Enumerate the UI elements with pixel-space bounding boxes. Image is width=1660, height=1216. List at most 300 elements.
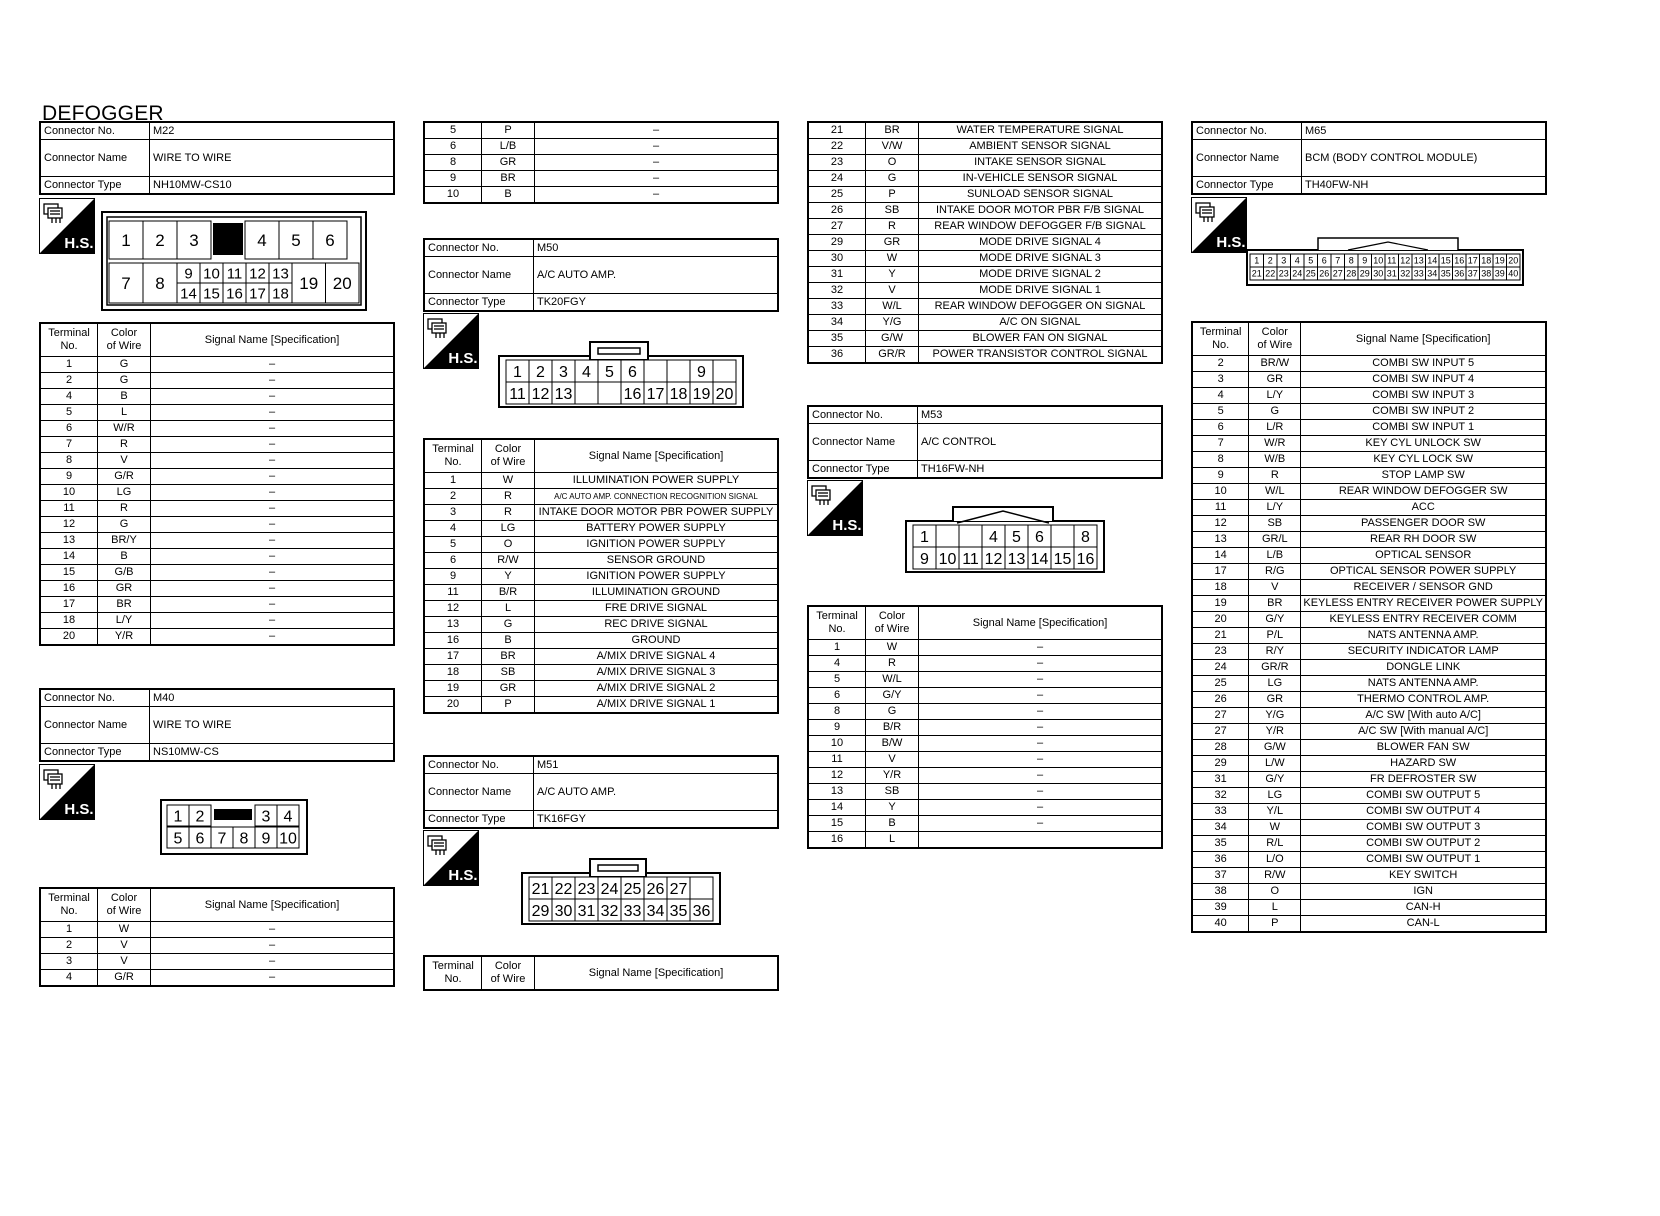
wire-color: L [1249, 900, 1301, 916]
signal-name: – [151, 389, 395, 405]
svg-text:13: 13 [554, 385, 573, 403]
terminal-no: 32 [808, 283, 866, 299]
wire-color: P [1249, 916, 1301, 933]
signal-name: – [535, 122, 779, 139]
signal-name: COMBI SW OUTPUT 3 [1301, 820, 1546, 836]
signal-name: COMBI SW OUTPUT 4 [1301, 804, 1546, 820]
signal-name: – [151, 453, 395, 469]
signal-name: – [151, 597, 395, 613]
connector-pin [1399, 254, 1413, 267]
connector-pin [575, 877, 598, 899]
table-row [424, 617, 778, 633]
wire-color: G/B [98, 565, 151, 581]
wire-color: L/R [1249, 420, 1301, 436]
connector-pin [1453, 267, 1467, 280]
connector-type-label: Connector Type [1192, 177, 1302, 195]
connector-pin [1466, 254, 1480, 267]
connector-face-m53 [905, 505, 1105, 573]
wire-color: W [866, 251, 919, 267]
signal-name: REAR WINDOW DEFOGGER ON SIGNAL [919, 299, 1163, 315]
connector-pin [1291, 267, 1305, 280]
terminal-no: 20 [424, 697, 482, 714]
wire-color: W [1249, 820, 1301, 836]
connector-pin [1318, 254, 1332, 267]
signal-name-header: Signal Name [Specification] [919, 606, 1163, 640]
connector-pin [1358, 267, 1372, 280]
terminal-no: 16 [424, 633, 482, 649]
svg-text:14: 14 [1030, 550, 1049, 568]
table-row [40, 954, 394, 970]
page-title: DEFOGGER [42, 102, 164, 125]
terminal-table-m51 [807, 121, 1163, 364]
signal-name: IGNITION POWER SUPPLY [535, 537, 779, 553]
signal-name: – [919, 736, 1163, 752]
terminal-no: 36 [1192, 852, 1249, 868]
table-row [808, 752, 1162, 768]
terminal-table-m65 [1191, 321, 1547, 933]
wire-color: R [866, 219, 919, 235]
signal-name: POWER TRANSISTOR CONTROL SIGNAL [919, 347, 1163, 364]
terminal-no: 23 [1192, 644, 1249, 660]
terminal-no: 13 [1192, 532, 1249, 548]
terminal-no: 39 [1192, 900, 1249, 916]
signal-name: – [535, 187, 779, 204]
signal-name: – [535, 139, 779, 155]
connector-no-value: M50 [534, 239, 779, 257]
connector-pin [621, 899, 644, 921]
terminal-no: 14 [40, 549, 98, 565]
wire-color: GR/R [1249, 660, 1301, 676]
connector-name-label: Connector Name [40, 707, 150, 744]
terminal-table-header [40, 888, 394, 922]
connector-pin [313, 221, 347, 259]
connector-pin [1051, 547, 1074, 569]
connector-pin [189, 827, 211, 848]
table-row [40, 970, 394, 987]
terminal-no: 5 [1192, 404, 1249, 420]
table-row [808, 688, 1162, 704]
connector-pin [1358, 254, 1372, 267]
terminal-no: 37 [1192, 868, 1249, 884]
connector-pin [1277, 254, 1291, 267]
svg-text:16: 16 [623, 385, 642, 403]
table-row [1192, 500, 1546, 516]
terminal-table-m40 [39, 887, 395, 987]
connector-pin [529, 877, 552, 899]
svg-text:13: 13 [1007, 550, 1026, 568]
connector-pin [1412, 254, 1426, 267]
signal-name: – [919, 688, 1163, 704]
connector-pin [246, 263, 269, 283]
svg-text:30: 30 [1373, 268, 1384, 279]
signal-name: – [151, 938, 395, 954]
terminal-no: 18 [424, 665, 482, 681]
terminal-no: 9 [424, 569, 482, 585]
svg-text:24: 24 [1292, 268, 1303, 279]
connector-pin [1250, 254, 1264, 267]
connector-no-value: M22 [150, 122, 395, 140]
table-row [808, 704, 1162, 720]
svg-text:6: 6 [1321, 255, 1327, 266]
wire-color: Y [866, 267, 919, 283]
connector-name-value: A/C CONTROL [918, 424, 1163, 461]
signal-name: THERMO CONTROL AMP. [1301, 692, 1546, 708]
connector-pin [211, 827, 233, 848]
svg-text:18: 18 [1481, 255, 1492, 266]
terminal-no: 13 [424, 617, 482, 633]
terminal-no-header: Terminal No. [40, 323, 98, 357]
signal-name: MODE DRIVE SIGNAL 3 [919, 251, 1163, 267]
connector-pin [109, 263, 143, 303]
connector-pin [1426, 254, 1440, 267]
svg-text:20: 20 [1508, 255, 1519, 266]
wire-color: R/Y [1249, 644, 1301, 660]
table-row [808, 331, 1162, 347]
terminal-no: 24 [1192, 660, 1249, 676]
svg-text:H.S.: H.S. [448, 867, 478, 884]
signal-name: – [151, 517, 395, 533]
wire-color: L/B [1249, 548, 1301, 564]
table-row [1192, 404, 1546, 420]
terminal-no: 31 [808, 267, 866, 283]
svg-text:6: 6 [628, 363, 637, 381]
connector-pin [200, 263, 223, 283]
table-row [808, 139, 1162, 155]
terminal-no: 8 [424, 155, 482, 171]
connector-pin [598, 360, 621, 382]
terminal-no: 17 [424, 649, 482, 665]
signal-name: COMBI SW OUTPUT 1 [1301, 852, 1546, 868]
terminal-no: 38 [1192, 884, 1249, 900]
signal-name: MODE DRIVE SIGNAL 1 [919, 283, 1163, 299]
svg-text:19: 19 [1494, 255, 1505, 266]
terminal-table-m22 [39, 322, 395, 646]
signal-name: KEY SWITCH [1301, 868, 1546, 884]
connector-pin [598, 382, 621, 404]
terminal-no-header: Terminal No. [808, 606, 866, 640]
wire-color: R/G [1249, 564, 1301, 580]
table-row [40, 485, 394, 501]
signal-name: AMBIENT SENSOR SIGNAL [919, 139, 1163, 155]
signal-name: RECEIVER / SENSOR GND [1301, 580, 1546, 596]
wire-color-header: Color of Wire [866, 606, 919, 640]
wire-color: P [482, 122, 535, 139]
svg-text:4: 4 [1294, 255, 1300, 266]
wire-color: B [482, 633, 535, 649]
wire-color: W/B [1249, 452, 1301, 468]
table-row [1192, 420, 1546, 436]
connector-pin [667, 877, 690, 899]
terminal-no: 18 [40, 613, 98, 629]
signal-name: KEY CYL UNLOCK SW [1301, 436, 1546, 452]
signal-name: – [919, 816, 1163, 832]
wire-color-header: Color of Wire [1249, 322, 1301, 356]
signal-name: STOP LAMP SW [1301, 468, 1546, 484]
svg-text:H.S.: H.S. [448, 350, 478, 367]
svg-text:17: 17 [1467, 255, 1478, 266]
terminal-no: 8 [1192, 452, 1249, 468]
terminal-no: 16 [808, 832, 866, 849]
connector-name-value: BCM (BODY CONTROL MODULE) [1302, 140, 1547, 177]
connector-pin [575, 382, 598, 404]
svg-text:4: 4 [257, 231, 267, 251]
terminal-no: 29 [808, 235, 866, 251]
svg-text:4: 4 [989, 528, 998, 546]
svg-text:32: 32 [1400, 268, 1411, 279]
svg-text:39: 39 [1494, 268, 1505, 279]
svg-text:11: 11 [1387, 255, 1397, 266]
terminal-no: 10 [40, 485, 98, 501]
table-row [424, 171, 778, 187]
hs-icon [39, 198, 95, 254]
table-row [808, 235, 1162, 251]
svg-text:38: 38 [1481, 268, 1492, 279]
connector-pin [255, 827, 277, 848]
table-row [1192, 852, 1546, 868]
terminal-no: 10 [424, 187, 482, 204]
svg-text:5: 5 [605, 363, 614, 381]
svg-text:23: 23 [577, 880, 596, 898]
svg-text:37: 37 [1467, 268, 1478, 279]
wire-color: BR/W [1249, 356, 1301, 372]
svg-text:21: 21 [1251, 268, 1262, 279]
signal-name: – [919, 784, 1163, 800]
svg-text:27: 27 [669, 880, 688, 898]
signal-name: REC DRIVE SIGNAL [535, 617, 779, 633]
table-row [424, 187, 778, 204]
svg-text:21: 21 [531, 880, 550, 898]
wire-color: L/O [1249, 852, 1301, 868]
connector-pin [690, 360, 713, 382]
svg-text:14: 14 [180, 285, 197, 303]
terminal-no: 9 [1192, 468, 1249, 484]
svg-text:12: 12 [1400, 255, 1411, 266]
connector-pin [913, 547, 936, 569]
table-row [40, 469, 394, 485]
terminal-no: 9 [808, 720, 866, 736]
signal-name: KEYLESS ENTRY RECEIVER COMM [1301, 612, 1546, 628]
connector-header-m50 [423, 238, 779, 312]
table-row [808, 155, 1162, 171]
wire-color: G/R [98, 970, 151, 987]
terminal-no: 36 [808, 347, 866, 364]
terminal-no: 12 [424, 601, 482, 617]
table-row [40, 453, 394, 469]
table-row [808, 768, 1162, 784]
wire-color: LG [1249, 676, 1301, 692]
signal-name: SUNLOAD SENSOR SIGNAL [919, 187, 1163, 203]
connector-name-value: WIRE TO WIRE [150, 707, 395, 744]
svg-text:3: 3 [559, 363, 568, 381]
svg-text:25: 25 [623, 880, 642, 898]
svg-text:3: 3 [261, 808, 271, 826]
wire-color: GR [98, 581, 151, 597]
connector-no-label: Connector No. [424, 239, 534, 257]
signal-name: – [535, 171, 779, 187]
svg-text:8: 8 [155, 274, 165, 294]
table-row [1192, 804, 1546, 820]
svg-text:6: 6 [1035, 528, 1044, 546]
terminal-no: 11 [40, 501, 98, 517]
terminal-no: 22 [808, 139, 866, 155]
signal-name: IN-VEHICLE SENSOR SIGNAL [919, 171, 1163, 187]
signal-name: – [151, 469, 395, 485]
signal-name: OPTICAL SENSOR [1301, 548, 1546, 564]
signal-name: ILLUMINATION GROUND [535, 585, 779, 601]
svg-text:29: 29 [1359, 268, 1370, 279]
signal-name: COMBI SW INPUT 2 [1301, 404, 1546, 420]
connector-pin [1331, 254, 1345, 267]
connector-pin [1277, 267, 1291, 280]
svg-text:11: 11 [962, 550, 979, 568]
connector-name-value: A/C AUTO AMP. [534, 257, 779, 294]
table-row [424, 649, 778, 665]
terminal-no: 5 [424, 122, 482, 139]
terminal-table-m50 [423, 438, 779, 714]
signal-name: BLOWER FAN SW [1301, 740, 1546, 756]
table-row [808, 656, 1162, 672]
terminal-no: 34 [808, 315, 866, 331]
terminal-no: 35 [1192, 836, 1249, 852]
svg-text:15: 15 [1053, 550, 1072, 568]
signal-name: BATTERY POWER SUPPLY [535, 521, 779, 537]
connector-no-label: Connector No. [40, 689, 150, 707]
wire-color: BR [482, 649, 535, 665]
connector-pin [189, 805, 211, 826]
connector-pin [1412, 267, 1426, 280]
table-row [808, 720, 1162, 736]
signal-name: KEY CYL LOCK SW [1301, 452, 1546, 468]
table-row [808, 283, 1162, 299]
wire-color: R/L [1249, 836, 1301, 852]
terminal-no: 27 [1192, 708, 1249, 724]
connector-pin [1028, 525, 1051, 547]
signal-name: GROUND [535, 633, 779, 649]
wire-color: R/W [482, 553, 535, 569]
signal-name: – [151, 613, 395, 629]
terminal-no: 1 [424, 473, 482, 489]
wire-color: BR [98, 597, 151, 613]
table-row [808, 267, 1162, 283]
signal-name: – [919, 800, 1163, 816]
table-row [40, 389, 394, 405]
connector-pin [143, 221, 177, 259]
table-row [808, 816, 1162, 832]
connector-pin [167, 827, 189, 848]
connector-pin [959, 525, 982, 547]
svg-text:18: 18 [669, 385, 688, 403]
terminal-no: 4 [40, 970, 98, 987]
wire-color: W/L [866, 672, 919, 688]
wire-color: L [866, 832, 919, 849]
terminal-table-m53 [807, 605, 1163, 849]
table-row [1192, 884, 1546, 900]
table-row [808, 251, 1162, 267]
svg-text:27: 27 [1332, 268, 1343, 279]
connector-pin [506, 382, 529, 404]
table-row [808, 171, 1162, 187]
wire-color: L/Y [98, 613, 151, 629]
connector-pin [1385, 254, 1399, 267]
signal-name: MODE DRIVE SIGNAL 4 [919, 235, 1163, 251]
terminal-no: 8 [808, 704, 866, 720]
svg-text:16: 16 [226, 285, 243, 303]
connector-pin [255, 805, 277, 826]
signal-name: ACC [1301, 500, 1546, 516]
signal-name: REAR WINDOW DEFOGGER F/B SIGNAL [919, 219, 1163, 235]
table-row [424, 489, 778, 505]
svg-text:25: 25 [1305, 268, 1316, 279]
svg-text:1: 1 [173, 808, 183, 826]
signal-name-header: Signal Name [Specification] [1301, 322, 1546, 356]
table-row [40, 938, 394, 954]
table-row [424, 601, 778, 617]
table-row [40, 922, 394, 938]
table-row [808, 347, 1162, 364]
wire-color: L/Y [1249, 500, 1301, 516]
signal-name: MODE DRIVE SIGNAL 2 [919, 267, 1163, 283]
table-row [808, 122, 1162, 139]
terminal-table-m22-continued [423, 121, 779, 204]
connector-no-label: Connector No. [424, 756, 534, 774]
connector-name-label: Connector Name [1192, 140, 1302, 177]
table-row [1192, 548, 1546, 564]
wire-color: B/R [866, 720, 919, 736]
svg-text:3: 3 [1281, 255, 1287, 266]
connector-pin [279, 221, 313, 259]
connector-pin [277, 827, 299, 848]
terminal-no: 4 [424, 521, 482, 537]
wire-color: Y [866, 800, 919, 816]
svg-text:20: 20 [715, 385, 734, 403]
connector-type-value: TK20FGY [534, 294, 779, 312]
connector-type-value: TH40FW-NH [1302, 177, 1547, 195]
connector-pin [575, 899, 598, 921]
terminal-table-m51-header [423, 955, 779, 991]
signal-name: A/MIX DRIVE SIGNAL 2 [535, 681, 779, 697]
connector-no-value: M65 [1302, 122, 1547, 140]
terminal-no: 23 [808, 155, 866, 171]
svg-text:9: 9 [184, 265, 193, 283]
terminal-no: 32 [1192, 788, 1249, 804]
connector-pin [529, 899, 552, 921]
svg-text:18: 18 [272, 285, 289, 303]
signal-name: OPTICAL SENSOR POWER SUPPLY [1301, 564, 1546, 580]
wire-color: V [98, 938, 151, 954]
table-row [1192, 532, 1546, 548]
signal-name: HAZARD SW [1301, 756, 1546, 772]
signal-name: INTAKE DOOR MOTOR PBR F/B SIGNAL [919, 203, 1163, 219]
connector-pin [1480, 254, 1494, 267]
wire-color: GR [1249, 372, 1301, 388]
connector-header-m40 [39, 688, 395, 762]
wire-color: R [1249, 468, 1301, 484]
wire-color: V [866, 752, 919, 768]
connector-pin [667, 382, 690, 404]
signal-name: SECURITY INDICATOR LAMP [1301, 644, 1546, 660]
signal-name: INTAKE DOOR MOTOR PBR POWER SUPPLY [535, 505, 779, 521]
svg-text:34: 34 [1427, 268, 1438, 279]
wire-color: Y/R [866, 768, 919, 784]
wire-color: V [1249, 580, 1301, 596]
connector-pin [644, 899, 667, 921]
wire-color: GR [866, 235, 919, 251]
wire-color: W/R [98, 421, 151, 437]
connector-pin [1331, 267, 1345, 280]
connector-pin [1074, 547, 1097, 569]
wire-color: B [98, 389, 151, 405]
terminal-no: 3 [40, 954, 98, 970]
